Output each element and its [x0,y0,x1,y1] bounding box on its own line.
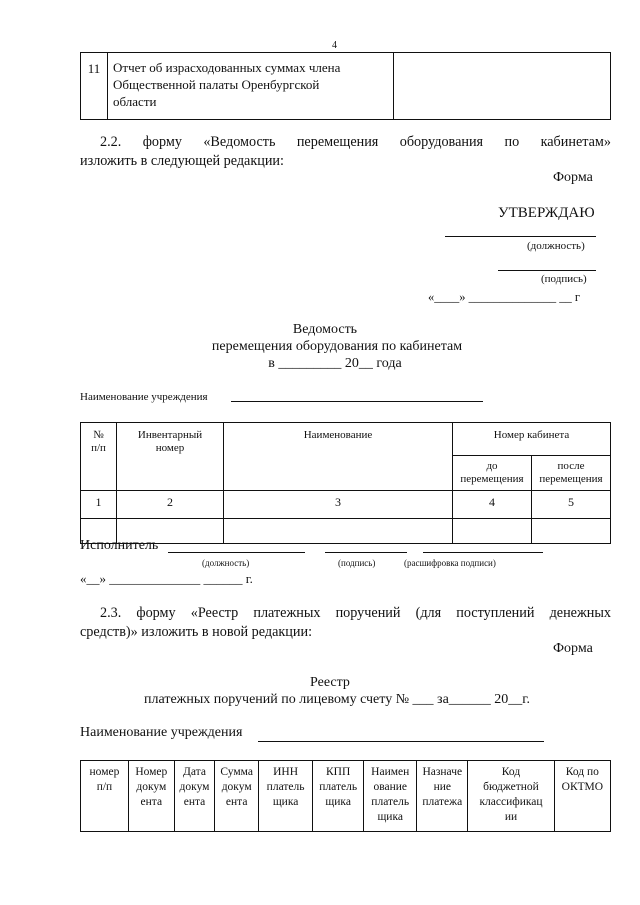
position-line [445,236,596,237]
row-number: 11 [87,61,101,76]
registry-col-header-line: докум [136,781,167,793]
registry-col-header-line: платель [319,781,358,793]
registry-col-header-line: ование [373,781,407,793]
registry-col-header-line: ОКТМО [561,781,604,793]
empty-cell [224,519,453,544]
section-2-3-line2: средств)» изложить в новой редакции: [80,624,313,640]
registry-table [80,760,611,832]
col-header-room-text: Номер кабинета [493,429,570,441]
registry-col-header-line: Назначе [422,766,463,778]
executor-signature-line [325,552,407,553]
table-header-row [81,423,611,456]
index-cell: 5 [532,491,611,519]
registry-col-header [215,761,259,832]
table-header-row [81,761,611,832]
col-header-inv-text: номер [155,442,185,454]
institution-line [231,401,483,402]
col-header-name-text: Наименование [303,429,373,441]
registry-col-header-line: номер [89,766,120,778]
empty-cell [394,53,611,120]
registry-col-header-line: бюджетной [483,781,539,793]
index-cell: 1 [81,491,117,519]
col-header-room [453,423,611,456]
registry-col-header-line: Дата [183,766,206,778]
registry-col-header-line: классификац [479,796,543,808]
form-label-2: Форма [553,641,593,656]
position-caption: (должность) [527,240,585,252]
executor-signature-caption: (подпись) [338,558,376,568]
institution-line-2 [258,741,544,742]
registry-col-header-line: ента [225,796,248,808]
registry-col-header-line: платель [371,796,410,808]
registry-col-header-line: Наимен [371,766,410,778]
col-header-num-text: п/п [91,442,106,454]
col-header-before [453,456,532,491]
registry-col-header-line: Номер [135,766,168,778]
form-label: Форма [553,170,593,185]
registry-col-header-line: КПП [326,766,351,778]
registry-col-header [174,761,215,832]
approval-date: «____» ______________ __ г [428,290,581,304]
registry-col-header-line: ИНН [273,766,299,778]
empty-cell [532,519,611,544]
registry-subtitle: платежных поручений по лицевому счету № ___ за______ 20__г. [144,692,530,707]
col-header-name [224,423,453,491]
registry-col-header [313,761,364,832]
institution-label: Наименование учреждения [80,391,208,403]
registry-col-header [417,761,468,832]
registry-col-header [81,761,129,832]
doc-period: в _________ 20__ года [268,356,402,371]
row-number-cell [81,53,108,120]
registry-col-header-line: Код по [565,766,599,778]
registry-col-header [259,761,313,832]
executor-date: «__» ______________ ______ г. [80,571,253,586]
registry-col-header-line: ии [504,811,518,823]
registry-col-header-line: ние [433,781,451,793]
row-text-line: области [113,94,157,109]
section-2-2-line2: изложить в следующей редакции: [80,153,284,169]
registry-col-header-line: ента [183,796,206,808]
executor-decode-line [423,552,543,553]
empty-cell [453,519,532,544]
registry-col-header [128,761,174,832]
col-header-inv [117,423,224,491]
doc-subtitle: перемещения оборудования по кабинетам [211,339,463,354]
col-header-after-text: перемещения [539,473,603,485]
registry-col-header-line: щика [272,796,299,808]
registry-col-header [554,761,610,832]
col-header-num-text: № [93,429,104,441]
row-text-line: Отчет об израсходованных суммах члена [113,60,341,75]
registry-col-header [364,761,417,832]
doc-title: Ведомость [292,322,358,337]
registry-title: Реестр [310,675,350,690]
index-cell: 2 [117,491,224,519]
index-cell: 3 [224,491,453,519]
section-2-3-line1: 2.3. форму «Реестр платежных поручений (для поступлений денежных [100,605,611,621]
executor-decode-caption: (расшифровка подписи) [404,558,496,568]
section-2-2-line1: 2.2. форму «Ведомость перемещения оборудования по кабинетам» [100,134,611,150]
registry-col-header [468,761,554,832]
col-header-after-text: после [557,460,585,472]
registry-col-header-line: щика [377,811,403,823]
table-row [81,519,611,544]
executor-position-caption: (должность) [202,558,250,568]
registry-col-header-line: п/п [96,781,113,793]
institution-label-2: Наименование учреждения [80,725,243,740]
page-number: 4 [332,40,337,51]
index-cell: 4 [453,491,532,519]
signature-line [498,270,596,271]
top-table [80,52,611,120]
registry-col-header-line: докум [221,781,252,793]
registry-col-header-line: платежа [422,796,463,808]
col-header-inv-text: Инвентарный [137,429,203,441]
table-index-row [81,491,611,519]
table-row [81,53,611,120]
col-header-num [81,423,117,491]
registry-col-header-line: платель [266,781,305,793]
col-header-before-text: до [486,460,498,472]
col-header-before-text: перемещения [460,473,524,485]
col-header-after [532,456,611,491]
executor-position-line [168,552,305,553]
signature-caption: (подпись) [541,273,587,285]
approve-heading: УТВЕРЖДАЮ [498,205,595,221]
registry-col-header-line: Код [501,766,521,778]
row-text-cell [108,53,394,120]
movement-table [80,422,611,544]
registry-col-header-line: щика [325,796,351,808]
executor-label: Исполнитель [80,538,159,553]
row-text-line: Общественной палаты Оренбургской [113,77,320,92]
registry-col-header-line: докум [179,781,210,793]
registry-col-header-line: ента [140,796,163,808]
registry-col-header-line: Сумма [220,766,253,778]
